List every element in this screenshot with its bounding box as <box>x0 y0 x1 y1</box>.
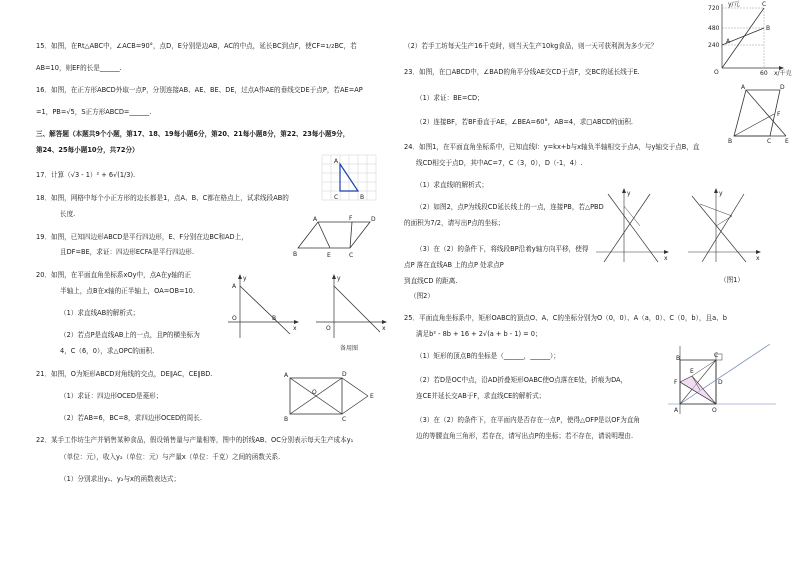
label-o: O <box>312 389 317 396</box>
label-b: B <box>293 251 298 258</box>
label-f: F <box>349 215 353 222</box>
label-b: B <box>728 138 733 145</box>
label-a: A <box>313 216 318 223</box>
q16-line1: 16．如图，在正方形ABCD外取一点P，分别连接AB、AE、BE、DE，过点A作AE的垂线交DE于点P，若AE=AP <box>36 86 363 94</box>
q25-part3: （3）在（2）的条件下，在平面内是否存在一点P，使得△OFP是以OF为直角 <box>416 416 641 424</box>
q15-text-b: BC，若 <box>334 42 357 50</box>
q24-part3-cont: 点P 落在直线AB 上的点P 处求点P <box>404 261 504 269</box>
label-f: F <box>674 379 678 386</box>
label-y: y <box>337 275 341 282</box>
q21-line1: 21．如图，O为矩形ABCD对角线的交点，DE∥AC，CE∥BD. <box>36 370 213 378</box>
label-x: x <box>756 255 760 262</box>
q25-rectangle-figure <box>660 340 780 420</box>
q23-part2: （2）连接BF，若BF垂直于AE，∠BEA=60°，AB=4，求□ABCD的面积. <box>416 118 634 126</box>
tick-240: 240 <box>708 42 720 49</box>
y-axis-label: y/元 <box>728 1 740 8</box>
point-b: B <box>766 25 771 32</box>
label-a: A <box>284 372 289 379</box>
label-y: y <box>719 190 723 197</box>
q25-part1: （1）矩形的顶点B的坐标是（______，______）； <box>416 352 560 360</box>
x-axis-label: x/千克 <box>774 70 792 77</box>
q20-part1: （1）求直线AB的解析式； <box>60 309 140 317</box>
q24-part1: （1）求直线l的解析式； <box>416 181 488 189</box>
label-e: E <box>690 368 694 375</box>
q24-figure1 <box>686 186 762 266</box>
q23-line1: 23．如图，在□ABCD中，∠BAD的角平分线AE交CD于点F，交BC的延长线于E. <box>404 68 640 76</box>
q25-part2: （2）若D是OC中点，沿AD折叠矩形OABC使O点落在E处，折痕为DA， <box>416 376 628 384</box>
q21-part2: （2）若AB=6，BC=8，求四边形OCED的周长. <box>60 414 202 422</box>
q19-line1: 19．如图，已知四边形ABCD是平行四边形，E、F分别在边BC和AD上， <box>36 233 248 241</box>
tick-origin: O <box>714 69 719 76</box>
label-x: x <box>382 325 386 332</box>
q18-grid-figure <box>322 150 382 210</box>
q25-part2-cont: 连CE并延长交AB于F，求直线CE的解析式； <box>416 392 546 400</box>
q15-fraction: 1/2 <box>325 44 335 50</box>
label-c: C <box>349 252 354 259</box>
q20-part2-cont: 4，C（6，0），求△OPC的面积. <box>60 347 155 355</box>
q20-coordinate-figure <box>228 272 300 344</box>
q19-line2: 且DF=BE，求证：四边形ECFA是平行四边形. <box>60 248 194 256</box>
q22-line2: （单位：元），收入y₂（单位：元）与产量x（单位：千克）之间的函数关系. <box>60 453 281 461</box>
label-c: C <box>334 194 339 201</box>
q21-rectangle-figure <box>282 368 382 422</box>
section3-heading-line2: 第24、25每小题10分，共72分） <box>36 146 139 154</box>
q23-part1: （1）求证：BE=CD； <box>416 94 484 102</box>
q24-part3: （3）在（2）的条件下，将线段BP沿着y轴方向平移，使得 <box>416 245 589 253</box>
q20-backup-figure <box>310 272 390 364</box>
label-a: A <box>674 407 679 414</box>
q19-parallelogram-figure <box>292 210 376 262</box>
label-b: B <box>360 194 365 201</box>
tick-480: 480 <box>708 25 720 32</box>
label-d: D <box>371 216 376 223</box>
label-o: O <box>712 407 717 414</box>
q18-line1: 18．如图，网格中每个小正方形的边长都是1，点A、B、C都在格点上，试求线段AB的 <box>36 194 289 202</box>
label-a: A <box>232 283 237 290</box>
q24-part3-cont2: 到直线CD 的距离. <box>404 277 458 285</box>
q15-line2: AB=10，则EF的长是______. <box>36 64 122 72</box>
point-a: A <box>726 38 731 45</box>
q15-text-a: 15．如图，在Rt△ABC中，∠ACB=90°，点D，E分别是边AB，AC的中点，延长BC到点F，使CF= <box>36 42 326 50</box>
q16-line2: =1，PB=√5，S正方形ABCD=______. <box>36 108 152 116</box>
q24-line1: 24．如图1，在平面直角坐标系中，已知直线l：y=kx+b与x轴负半轴相交于点A，与y轴交于点B，直 <box>404 143 700 151</box>
q17-text: 17．计算（√3 - 1）² + 6√(1/3). <box>36 171 136 179</box>
label-c: C <box>714 352 719 359</box>
label-e: E <box>370 393 374 400</box>
label-d: D <box>718 379 723 386</box>
q22-graph <box>700 0 794 78</box>
label-a: A <box>334 158 339 165</box>
q24-figure2 <box>594 186 670 266</box>
q24-part2: （2）如图2，点P为线段CD延长线上的一点，连接PB，若△PBD <box>416 203 604 211</box>
label-e: E <box>785 138 789 145</box>
triangle-dea <box>680 376 716 404</box>
label-d: D <box>780 84 785 91</box>
q25-part3-cont: 边的等腰直角三角形，若存在，请写出点P的坐标；若不存在，请说明理由. <box>416 432 634 440</box>
q22-part1: （1）分别求出y₁、y₂与x的函数表达式； <box>60 475 181 483</box>
label-o: O <box>326 325 331 332</box>
q23-parallelogram-figure <box>700 80 794 144</box>
q25-line2: 满足b² - 8b + 16 + 2√(a + b - 1) = 0； <box>416 330 542 338</box>
label-d: D <box>342 371 347 378</box>
tick-720: 720 <box>708 5 720 12</box>
label-f: F <box>777 111 781 118</box>
label-y: y <box>627 190 631 197</box>
q22-line1: 22．某手工作坊生产并销售某种食品，假设销售量与产量相等，图中的折线AB、OC分别表示每天生产成本y₁ <box>36 436 354 444</box>
backup-figure-caption: 备用图 <box>340 345 359 352</box>
q24-figure1-caption: （图1） <box>720 276 744 284</box>
q25-line1: 25．平面直角坐标系中，矩形OABC的顶点O、A、C的坐标分别为O（0，0）、A（a，0）、C（0，b），且a、b <box>404 314 727 322</box>
label-b: B <box>272 315 277 322</box>
q24-figure2-caption: （图2） <box>410 292 434 300</box>
label-x: x <box>664 255 668 262</box>
q20-line1: 20．如图，在平面直角坐标系xOy中，点A在y轴的正 <box>36 271 192 279</box>
line-ab <box>240 286 290 334</box>
label-c: C <box>767 138 772 145</box>
label-b: B <box>284 416 289 423</box>
label-c: C <box>342 416 347 423</box>
label-o: O <box>232 315 237 322</box>
q24-line2: 线CD相交于点D，其中AC=7，C（3，0），D（-1，4）. <box>416 159 583 167</box>
q22-part2: （2）若手工坊每天生产16千克时，则当天生产10kg食品，则一天可获利润为多少元？ <box>404 42 658 50</box>
q20-line2: 半轴上，点B在x轴的正半轴上，OA=OB=10. <box>60 287 195 295</box>
tick-60: 60 <box>760 70 768 77</box>
section3-heading-line1: 三、解答题（本题共9个小题，第17、18、19每小题6分，第20、21每小题8分，第22、23每小题9分， <box>36 130 350 138</box>
label-a: A <box>741 84 746 91</box>
label-b: B <box>676 355 681 362</box>
label-y: y <box>243 275 247 282</box>
point-c: C <box>762 1 767 8</box>
q21-part1: （1）求证：四边形OCED是菱形； <box>60 392 163 400</box>
q20-part2: （2）若点P是直线AB上的一点，且P的横坐标为 <box>60 331 200 339</box>
q15-line1 <box>36 42 357 51</box>
q24-part2-cont: 的面积为7/2，请写出P点的坐标； <box>404 219 505 227</box>
label-e: E <box>327 252 331 259</box>
label-x: x <box>293 325 297 332</box>
q18-line2: 长度. <box>60 210 76 218</box>
